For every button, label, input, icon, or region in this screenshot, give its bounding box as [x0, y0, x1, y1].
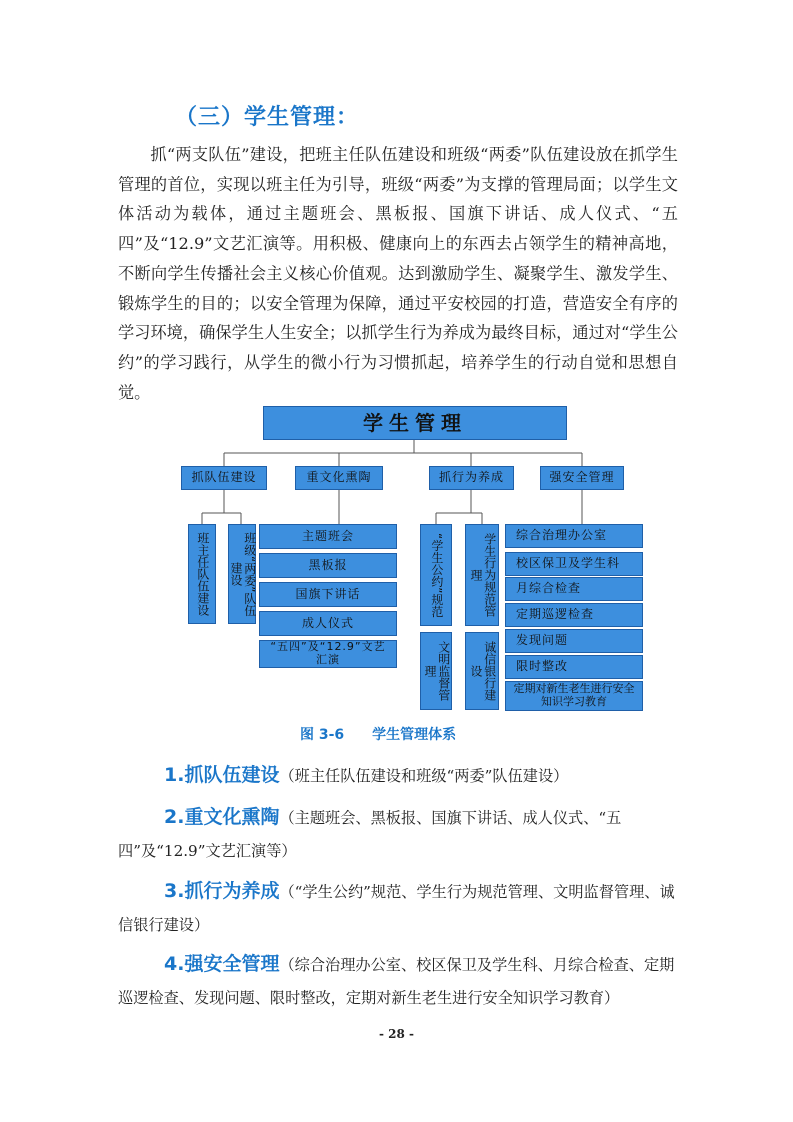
branch-behavior-node: 抓行为养成 [429, 466, 514, 490]
section-title: （三）学生管理： [175, 105, 360, 130]
team-class-committee-node: 班级“两委”队伍建设 [228, 524, 256, 624]
behavior-convention-node: “学生公约”规范 [420, 524, 452, 626]
branch-safety-node: 强安全管理 [540, 466, 624, 490]
culture-class-meeting-node: 主题班会 [259, 524, 397, 549]
item-heading: 2.重文化熏陶 [164, 806, 280, 828]
figure-title: 学生管理体系 [372, 727, 457, 743]
culture-blackboard-node: 黑板报 [259, 553, 397, 578]
item-heading: 4.强安全管理 [164, 953, 280, 975]
branch-team-node: 抓队伍建设 [181, 466, 267, 490]
item-heading: 1.抓队伍建设 [164, 764, 280, 786]
figure-caption [300, 724, 456, 744]
list-item [118, 759, 678, 793]
item-body: （“学生公约”规范、学生行为规范管理、文明监督管理、诚信银行建设） [118, 883, 675, 934]
culture-adult-ceremony-node: 成人仪式 [259, 611, 397, 636]
figure-number: 图 3-6 [300, 727, 345, 743]
item-heading: 3.抓行为养成 [164, 880, 280, 902]
safety-monthly-check-node: 月综合检查 [505, 577, 643, 601]
behavior-norms-node: 学生行为规范管理 [465, 524, 499, 626]
safety-rectify-node: 限时整改 [505, 655, 643, 679]
intro-paragraph: 抓“两支队伍”建设，把班主任队伍建设和班级“两委”队伍建设放在抓学生管理的首位，实现以班主任为引导，班级“两委”为支撑的管理局面；以学生文体活动为载体，通过主题班会、黑板报、国旗下讲话、成人仪式、“五四”及“12.9”文艺汇演等。用积极、健康向上的东西去占领学生的精神高地，不断向学生传播社会主义核心价值观。达到激励学生、凝聚学生、激发学生、锻炼学生的目的；以安全管理为保障，通过平安校园的打造，营造安全有序的学习环境，确保学生人生安全；以抓学生行为养成为最终目标，通过对“学生公约”的学习践行，从学生的微小行为习惯抓起，培养学生的行动自觉和思想自觉。 [118, 145, 678, 402]
page-number: - 28 - [378, 1027, 414, 1041]
item-body: （主题班会、黑板报、国旗下讲话、成人仪式、“五四”及“12.9”文艺汇演等） [118, 809, 622, 860]
list-item [118, 801, 678, 868]
safety-education-node: 定期对新生老生进行安全知识学习教育 [505, 681, 643, 711]
safety-office-node: 综合治理办公室 [505, 524, 643, 548]
culture-flag-speech-node: 国旗下讲话 [259, 582, 397, 607]
list-item [118, 948, 678, 1015]
safety-security-dept-node: 校区保卫及学生科 [505, 552, 643, 576]
safety-patrol-node: 定期巡逻检查 [505, 603, 643, 627]
safety-find-issues-node: 发现问题 [505, 629, 643, 653]
branch-culture-node: 重文化熏陶 [295, 466, 383, 490]
culture-art-show-node: “五四”及“12.9”文艺汇演 [259, 640, 397, 668]
chart-root-node: 学生管理 [263, 406, 567, 440]
team-homeroom-node: 班主任队伍建设 [188, 524, 216, 624]
item-body: （班主任队伍建设和班级“两委”队伍建设） [279, 767, 569, 785]
behavior-integrity-bank-node: 诚信银行建设 [465, 632, 499, 710]
list-item [118, 875, 678, 942]
item-body: （综合治理办公室、校区保卫及学生科、月综合检查、定期巡逻检查、发现问题、限时整改，定期对新生老生进行安全知识学习教育） [118, 956, 675, 1007]
behavior-civility-node: 文明监督管理 [420, 632, 452, 710]
